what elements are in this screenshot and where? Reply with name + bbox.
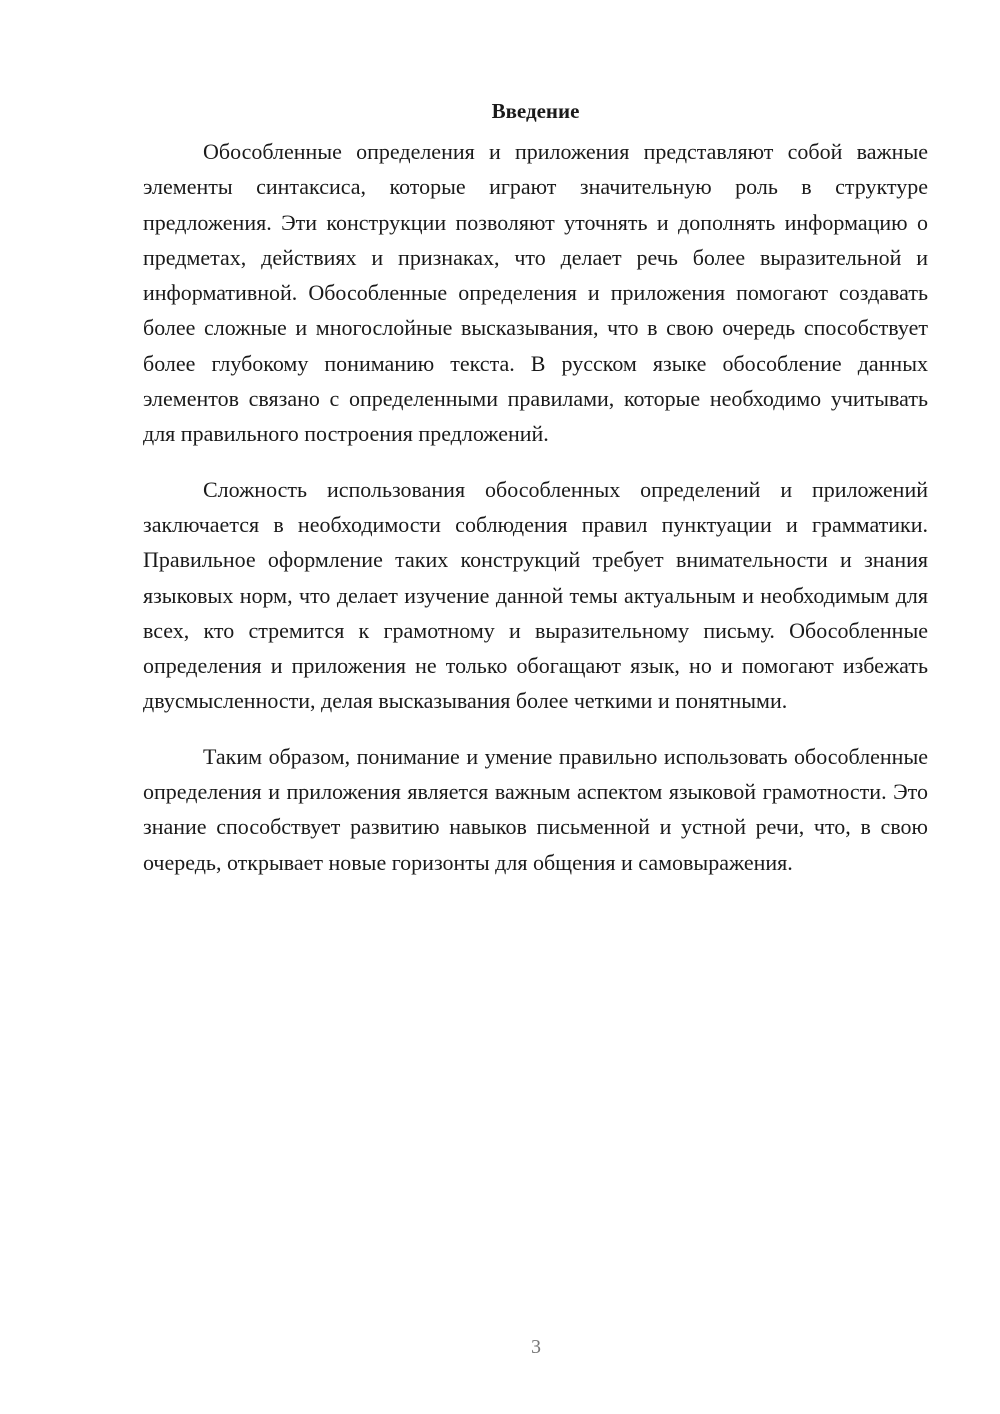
- page-number: 3: [531, 1336, 541, 1358]
- paragraph-1: Обособленные определения и приложения представляют собой важные элементы синтаксиса, которые играют значительную роль в структуре предложения. Эти конструкции позволяют уточнять и дополнять информацию о предметах, действиях и признаках, что делает речь более выразительной и информативной. Обособленные определения и приложения помогают создавать более сложные и многослойные высказывания, что в свою очередь способствует более глубокому пониманию текста. В русском языке обособление данных элементов связано с определенными правилами, которые необходимо учитывать для правильного построения предложений.: [143, 139, 928, 447]
- document-body: [143, 96, 928, 900]
- paragraph-2: Сложность использования обособленных определений и приложений заключается в необходимости соблюдения правил пунктуации и грамматики. Правильное оформление таких конструкций требует внимательности и знания языковых норм, что делает изучение данной темы актуальным и необходимым для всех, кто стремится к грамотному и выразительному письму. Обособленные определения и приложения не только обогащают язык, но и помогают избежать двусмысленности, делая высказывания более четкими и понятными.: [143, 476, 928, 714]
- document-heading: Введение: [491, 99, 580, 123]
- paragraph-3: Таким образом, понимание и умение правильно использовать обособленные определения и приложения является важным аспектом языковой грамотности. Это знание способствует развитию навыков письменной и устной речи, что, в свою очередь, открывает новые горизонты для общения и самовыражения.: [143, 743, 928, 875]
